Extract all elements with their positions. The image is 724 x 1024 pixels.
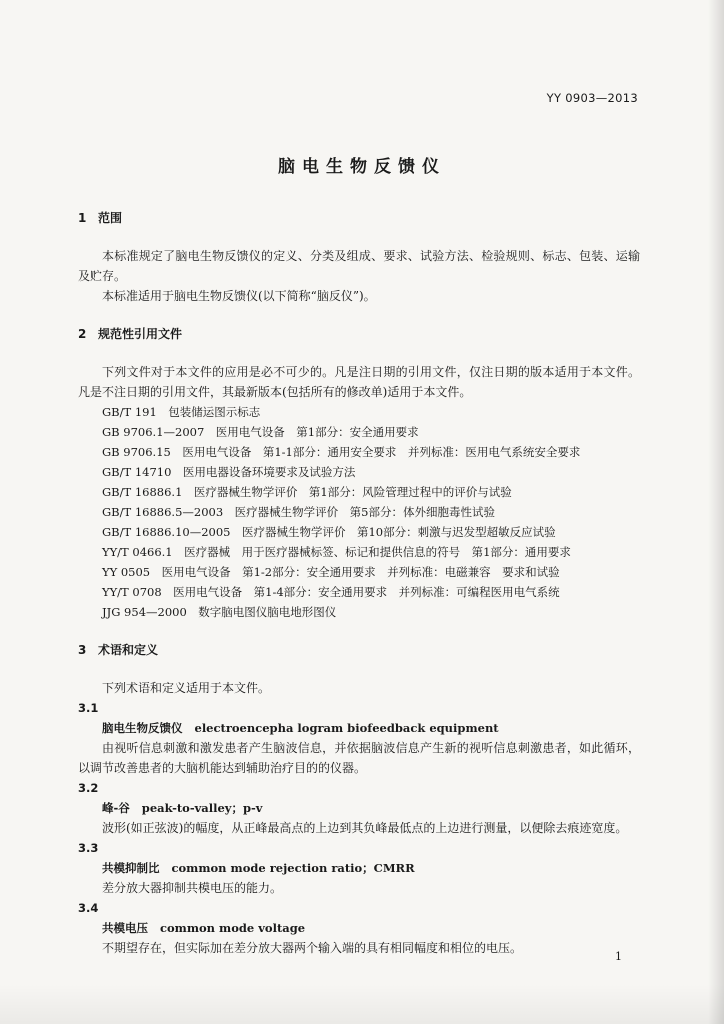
term-chinese: 共模电压 (102, 921, 148, 935)
term-heading (78, 858, 640, 878)
term-definition: 差分放大器抑制共模电压的能力。 (102, 881, 283, 895)
reference-item: GB/T 191 包装储运图示标志 (102, 405, 261, 419)
term-list (78, 698, 640, 958)
term-english: electroencepha logram biofeedback equipment (194, 721, 499, 735)
section-number: 2 (78, 327, 87, 341)
term-english: peak-to-valley；p-v (141, 801, 263, 815)
reference-item: YY/T 0466.1 医疗器械 用于医疗器械标签、标记和提供信息的符号 第1部分：通用要求 (102, 545, 571, 559)
reference-item: GB/T 14710 医用电器设备环境要求及试验方法 (102, 465, 356, 479)
reference-item: GB/T 16886.1 医疗器械生物学评价 第1部分：风险管理过程中的评价与试验 (102, 485, 512, 499)
section-title: 术语和定义 (98, 643, 159, 657)
term-heading (78, 918, 640, 938)
section-number: 3 (78, 643, 87, 657)
reference-item: YY/T 0708 医用电气设备 第1-4部分：安全通用要求 并列标准：可编程医用电气系统 (102, 585, 560, 599)
section-title: 范围 (98, 211, 123, 225)
reference-item: JJG 954—2000 数字脑电图仪脑电地形图仪 (102, 605, 337, 619)
term-english: common mode voltage (160, 921, 306, 935)
term-chinese: 脑电生物反馈仪 (102, 721, 183, 735)
document-title: 脑电生物反馈仪 (278, 157, 446, 177)
scope-paragraph: 本标准规定了脑电生物反馈仪的定义、分类及组成、要求、试验方法、检验规则、标志、包装、运输及贮存。 (78, 249, 640, 283)
term-english: common mode rejection ratio；CMRR (171, 861, 415, 875)
term-heading (78, 718, 640, 738)
terms-intro: 下列术语和定义适用于本文件。 (102, 681, 271, 695)
reference-list (78, 402, 640, 622)
scan-edge-shadow (708, 0, 724, 1024)
section-heading-normative-references (78, 324, 640, 344)
reference-item: YY 0505 医用电气设备 第1-2部分：安全通用要求 并列标准：电磁兼容 要求和试验 (102, 565, 560, 579)
term-definition: 由视听信息刺激和激发患者产生脑波信息，并依据脑波信息产生新的视听信息刺激患者，如此循环，以调节改善患者的大脑机能达到辅助治疗目的的仪器。 (78, 741, 640, 775)
page-number: 1 (615, 950, 622, 963)
reference-item: GB 9706.1—2007 医用电气设备 第1部分：安全通用要求 (102, 425, 419, 439)
section-title: 规范性引用文件 (98, 327, 183, 341)
scope-paragraph: 本标准适用于脑电生物反馈仪(以下简称“脑反仪”)。 (102, 289, 376, 303)
term-definition: 不期望存在，但实际加在差分放大器两个输入端的具有相同幅度和相位的电压。 (102, 941, 523, 955)
reference-item: GB 9706.15 医用电气设备 第1-1部分：通用安全要求 并列标准：医用电气系统安全要求 (102, 445, 581, 459)
reference-item: GB/T 16886.5—2003 医疗器械生物学评价 第5部分：体外细胞毒性试验 (102, 505, 495, 519)
section-number: 1 (78, 211, 87, 225)
term-definition: 波形(如正弦波)的幅度，从正峰最高点的上边到其负峰最低点的上边进行测量，以便除去痕迹宽度。 (102, 821, 628, 835)
term-heading (78, 798, 640, 818)
term-chinese: 峰-谷 (102, 801, 130, 815)
standard-code: YY 0903—2013 (546, 91, 638, 105)
section-heading-terms-definitions (78, 640, 640, 660)
section-heading-scope (78, 208, 640, 228)
reference-item: GB/T 16886.10—2005 医疗器械生物学评价 第10部分：刺激与迟发型超敏反应试验 (102, 525, 556, 539)
term-chinese: 共模抑制比 (102, 861, 160, 875)
term-number: 3.4 (78, 901, 99, 915)
term-number: 3.1 (78, 701, 99, 715)
document-body (78, 208, 640, 958)
term-number: 3.2 (78, 781, 99, 795)
references-intro: 下列文件对于本文件的应用是必不可少的。凡是注日期的引用文件，仅注日期的版本适用于本文件。凡是不注日期的引用文件，其最新版本(包括所有的修改单)适用于本文件。 (78, 365, 640, 399)
term-number: 3.3 (78, 841, 99, 855)
scan-bottom-shadow (0, 984, 724, 1024)
